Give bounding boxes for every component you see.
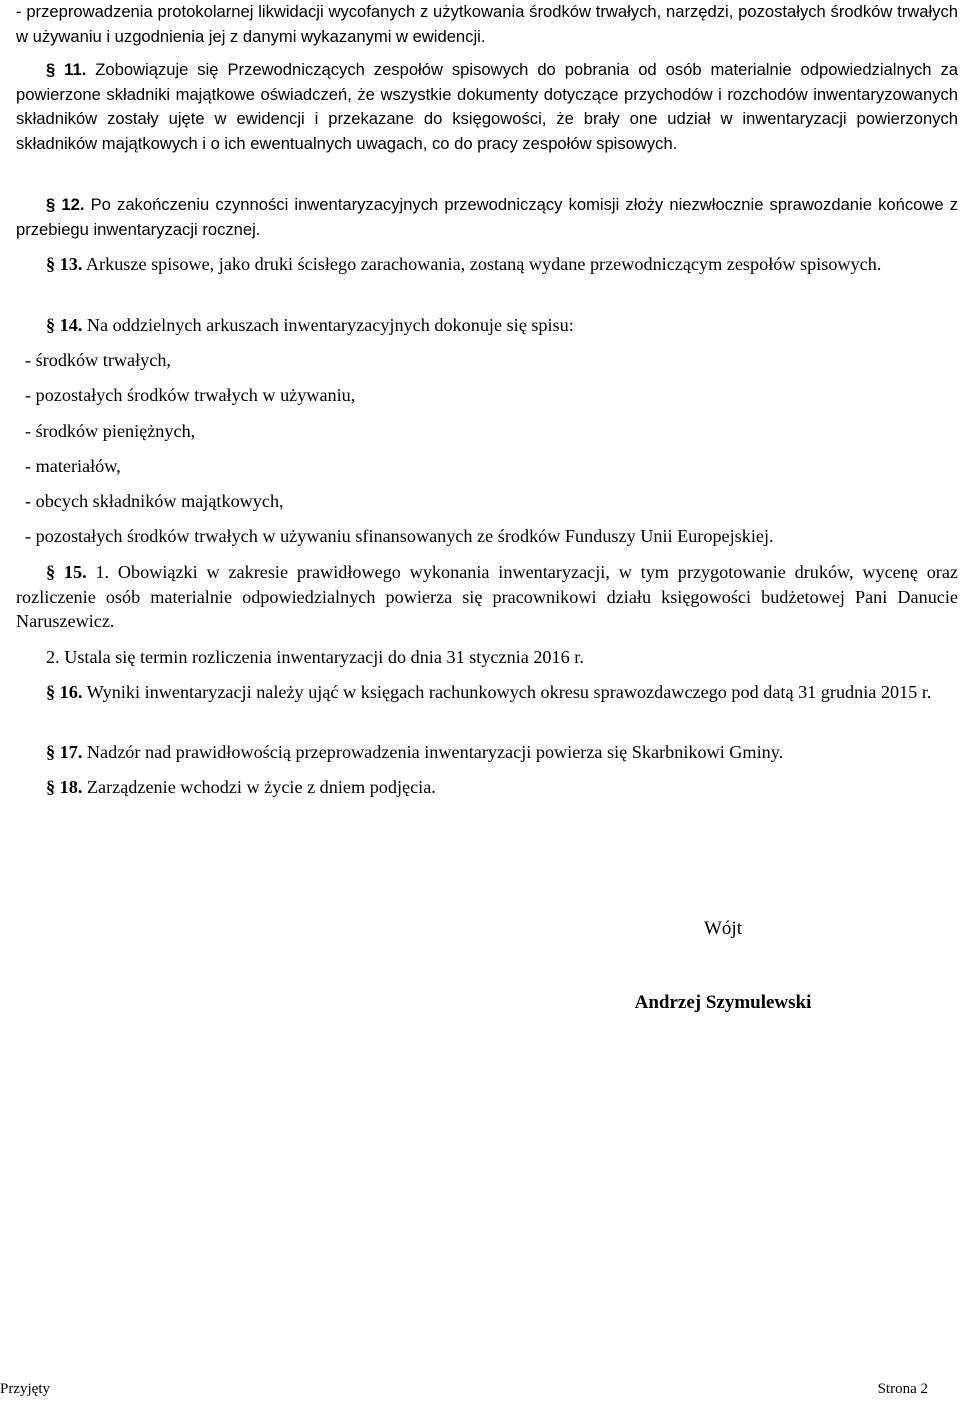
list-item: - pozostałych środków trwałych w używaniu, [25,385,356,405]
paragraph-12 [16,193,958,242]
paragraph-number: 14. [59,315,83,335]
paragraph-text: Po zakończeniu czynności inwentaryzacyjnych przewodniczący komisji złoży niezwłocznie sprawozdanie końcowe z przebiegu inwentaryzacji rocznej. [16,195,958,239]
signature-title: Wójt [704,918,742,939]
paragraph-14 [16,313,958,338]
section-sign: § [46,562,56,582]
section-sign: § [46,60,56,79]
paragraph-text: Zobowiązuje się Przewodniczących zespołów spisowych do pobrania od osób materialnie odpowiedzialnych za powierzone składniki majątkowe oświadczeń, że wszystkie dokumenty dotyczące przychodów i rozchodów inwentaryzowanych składników zostały ujęte w ewidencji i przekazane do księgowości, że brały one udział w inwentaryzacji powierzonych składników majątkowych i o ich ewentualnych uwagach, co do pracy zespołów spisowych. [16,60,958,153]
paragraph-text: Arkusze spisowe, jako druki ścisłego zarachowania, zostaną wydane przewodniczącym zespołów spisowych. [85,254,882,274]
paragraph-11 [16,58,958,156]
paragraph-text: 2. Ustala się termin rozliczenia inwentaryzacji do dnia 31 stycznia 2016 r. [46,647,584,667]
paragraph-17 [16,740,958,765]
paragraph-16 [16,680,958,705]
footer-page-number: Strona 2 [877,1381,928,1397]
list-item: - obcych składników majątkowych, [25,491,284,511]
section-sign: § [46,195,56,214]
paragraph-text: Nadzór nad prawidłowością przeprowadzenia inwentaryzacji powierza się Skarbnikowi Gminy. [86,742,784,762]
section-sign: § [46,777,56,797]
paragraph-18 [16,775,958,800]
paragraph-15-2 [16,645,958,670]
paragraph-number: 17. [59,742,83,762]
paragraph-number: 12. [61,195,85,214]
section-sign: § [46,254,56,274]
footer-status: Przyjęty [0,1381,50,1397]
paragraph-number: 13. [59,254,83,274]
paragraph-text: Wyniki inwentaryzacji należy ująć w księgach rachunkowych okresu sprawozdawczego pod datą 31 grudnia 2015 r. [86,682,932,702]
section-sign: § [46,682,56,702]
paragraph-13 [16,252,958,277]
paragraph-text: 1. Obowiązki w zakresie prawidłowego wykonania inwentaryzacji, w tym przygotowanie druków, wycenę oraz rozliczenie osób materialnie odpowiedzialnych powierza się pracownikowi działu księgowości budżetowej Pani Danucie Naruszewicz. [16,562,959,631]
list-item: - środków trwałych, [25,350,171,370]
paragraph-number: 15. [63,562,87,582]
intro-text: - przeprowadzenia protokolarnej likwidacji wycofanych z użytkowania środków trwałych, narzędzi, pozostałych środków trwałych w używaniu i uzgodnienia jej z danymi wykazanymi w ewidencji. [16,2,958,46]
paragraph-number: 11. [64,60,87,79]
paragraph-number: 18. [59,777,83,797]
paragraph-text: Zarządzenie wchodzi w życie z dniem podjęcia. [86,777,436,797]
list-item: - środków pieniężnych, [25,421,196,441]
list-item: - pozostałych środków trwałych w używaniu sfinansowanych ze środków Funduszy Unii Europejskiej. [25,526,774,546]
paragraph-number: 16. [59,682,83,702]
section-sign: § [46,742,56,762]
list-item: - materiałów, [25,456,121,476]
paragraph-15 [16,560,958,634]
section-sign: § [46,315,56,335]
paragraph-text: Na oddzielnych arkuszach inwentaryzacyjnych dokonuje się spisu: [86,315,574,335]
intro-paragraph [16,0,958,49]
signature-name: Andrzej Szymulewski [634,992,812,1013]
